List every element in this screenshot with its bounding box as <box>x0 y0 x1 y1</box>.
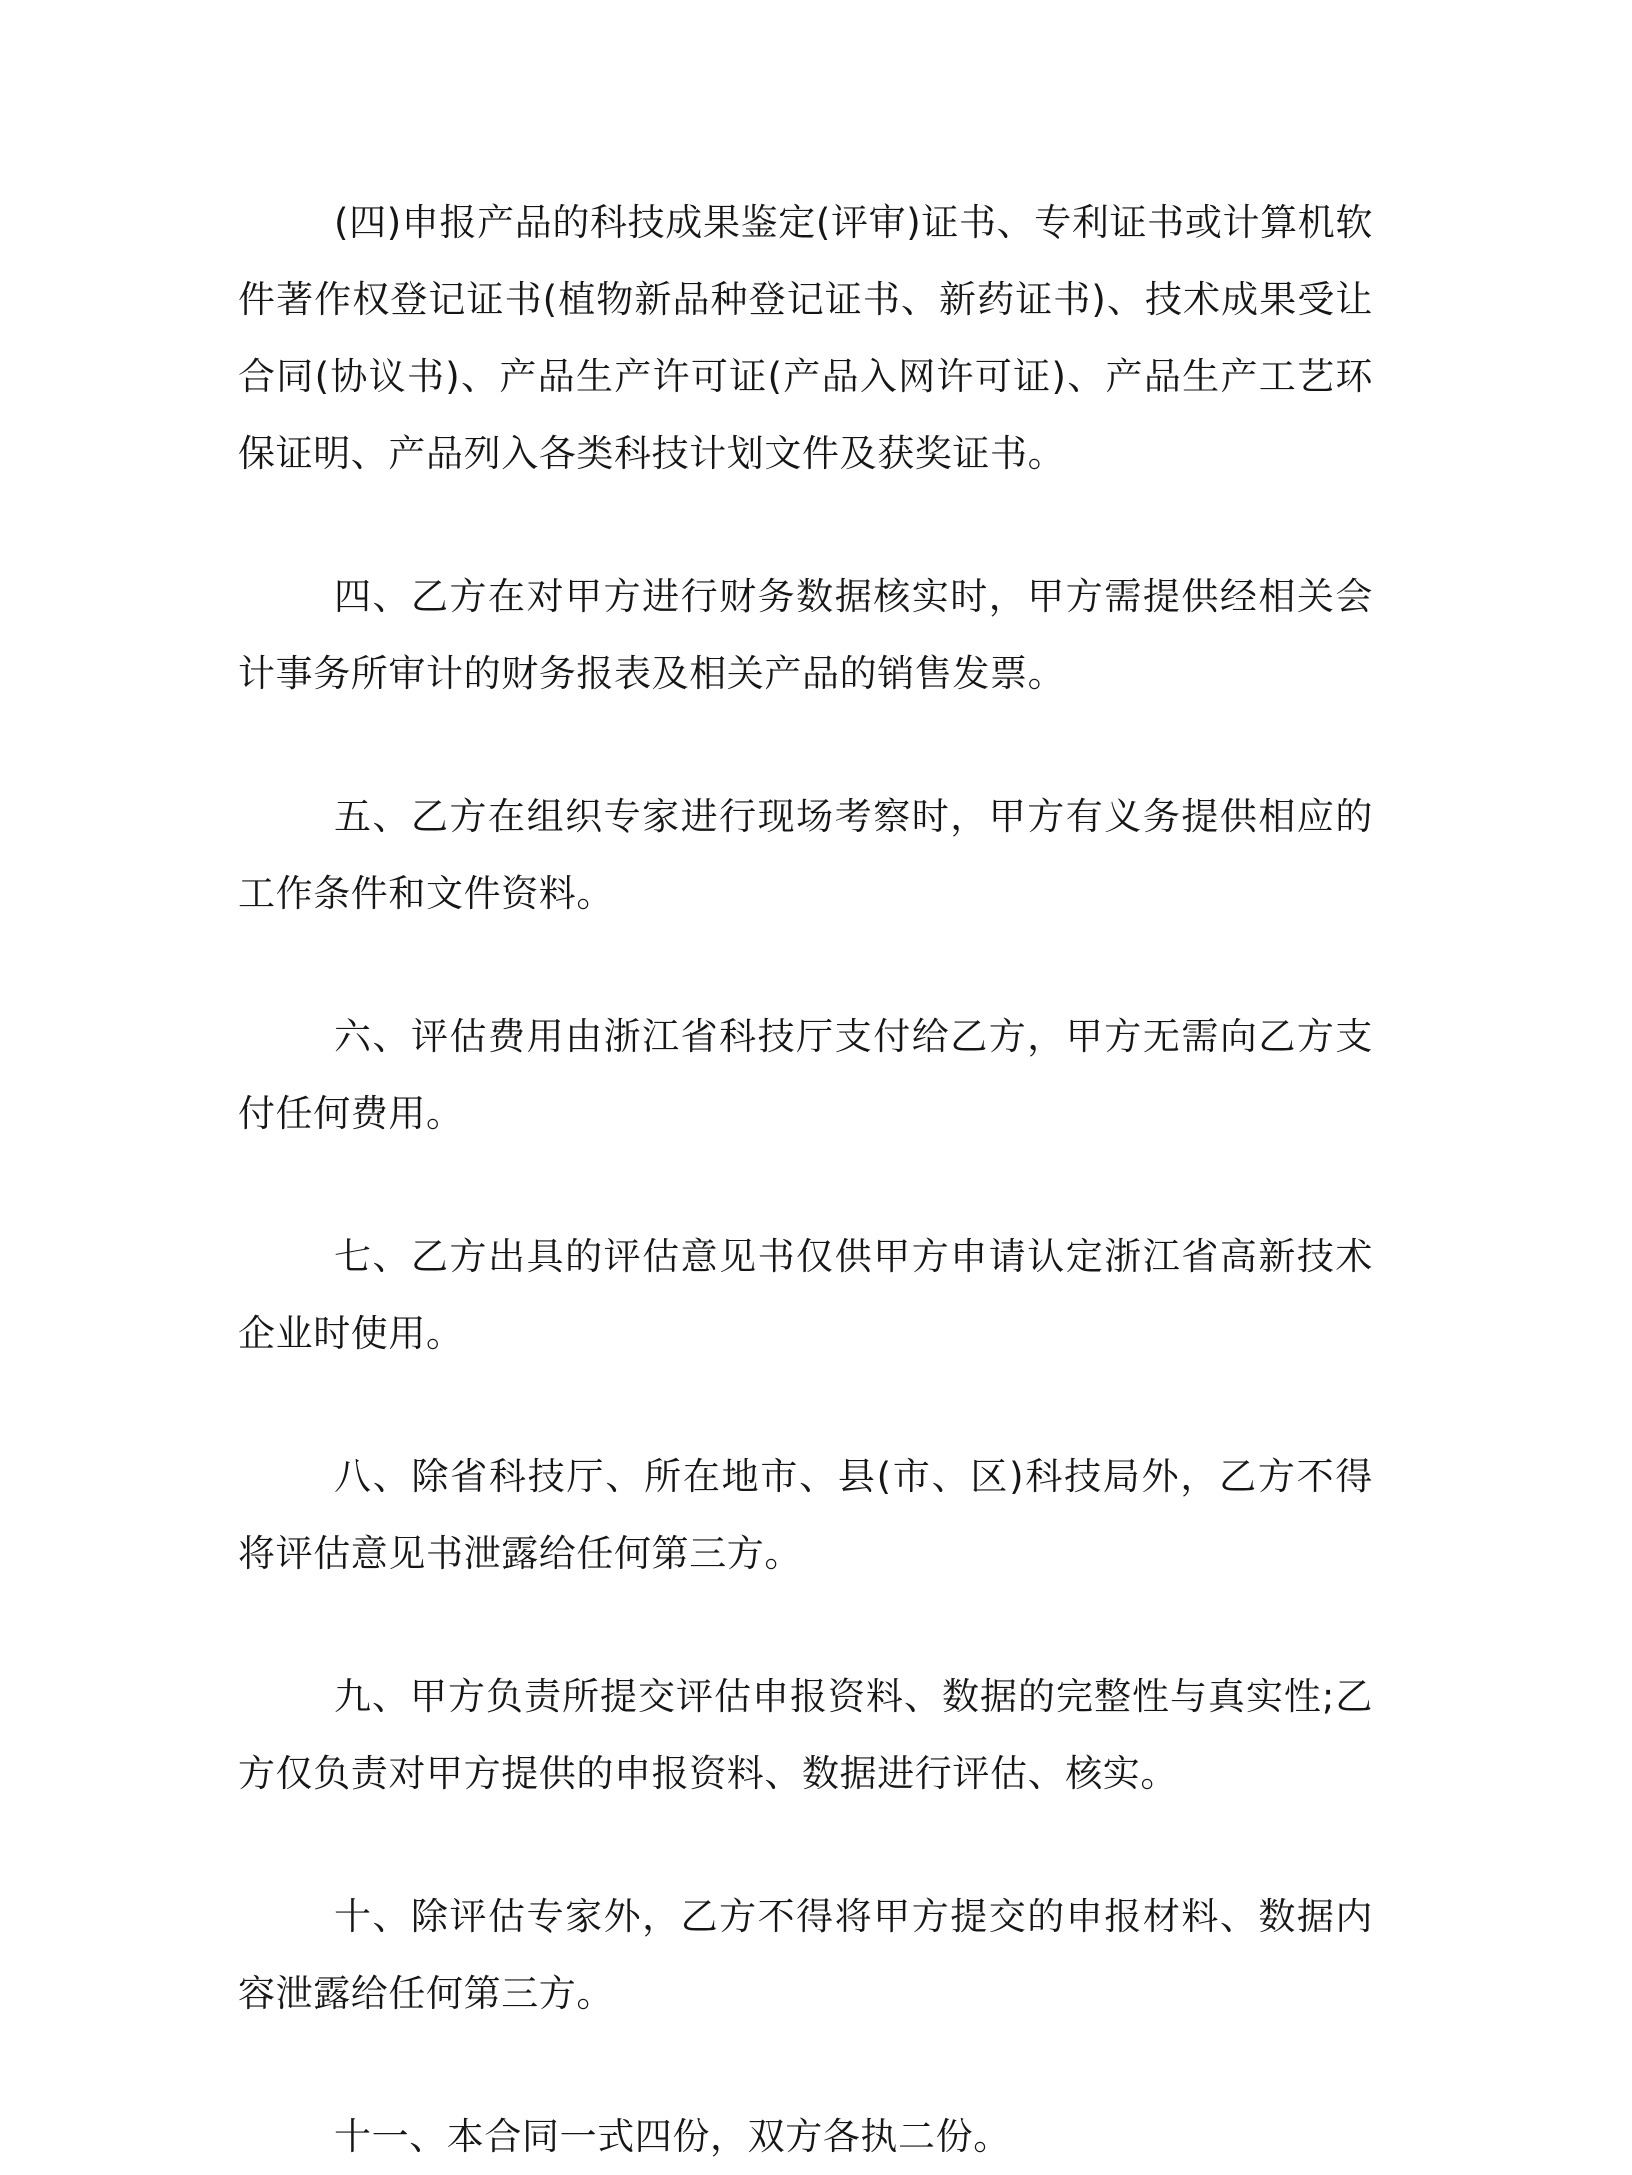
paragraph-clause-10: 十、除评估专家外，乙方不得将甲方提交的申报材料、数据内容泄露给任何第三方。 <box>238 1895 1373 2015</box>
paragraph-clause-7: 七、乙方出具的评估意见书仅供甲方申请认定浙江省高新技术企业时使用。 <box>238 1235 1373 1355</box>
paragraph-clause-9: 九、甲方负责所提交评估申报资料、数据的完整性与真实性;乙方仅负责对甲方提供的申报资料、数据进行评估、核实。 <box>238 1675 1373 1795</box>
paragraph-clause-6: 六、评估费用由浙江省科技厅支付给乙方，甲方无需向乙方支付任何费用。 <box>238 1015 1373 1135</box>
paragraph-clause-5: 五、乙方在组织专家进行现场考察时，甲方有义务提供相应的工作条件和文件资料。 <box>238 795 1373 915</box>
paragraph-materials-list: (四)申报产品的科技成果鉴定(评审)证书、专利证书或计算机软件著作权登记证书(植物新品种登记证书、新药证书)、技术成果受让合同(协议书)、产品生产许可证(产品入网许可证)、产品生产工艺环保证明、产品列入各类科技计划文件及获奖证书。 <box>238 201 1373 475</box>
paragraph-clause-8: 八、除省科技厅、所在地市、县(市、区)科技局外，乙方不得将评估意见书泄露给任何第三方。 <box>238 1455 1373 1575</box>
document-body <box>238 184 1373 2175</box>
paragraph-clause-11: 十一、本合同一式四份，双方各执二份。 <box>334 2115 1011 2158</box>
paragraph-clause-4: 四、乙方在对甲方进行财务数据核实时，甲方需提供经相关会计事务所审计的财务报表及相关产品的销售发票。 <box>238 575 1373 695</box>
